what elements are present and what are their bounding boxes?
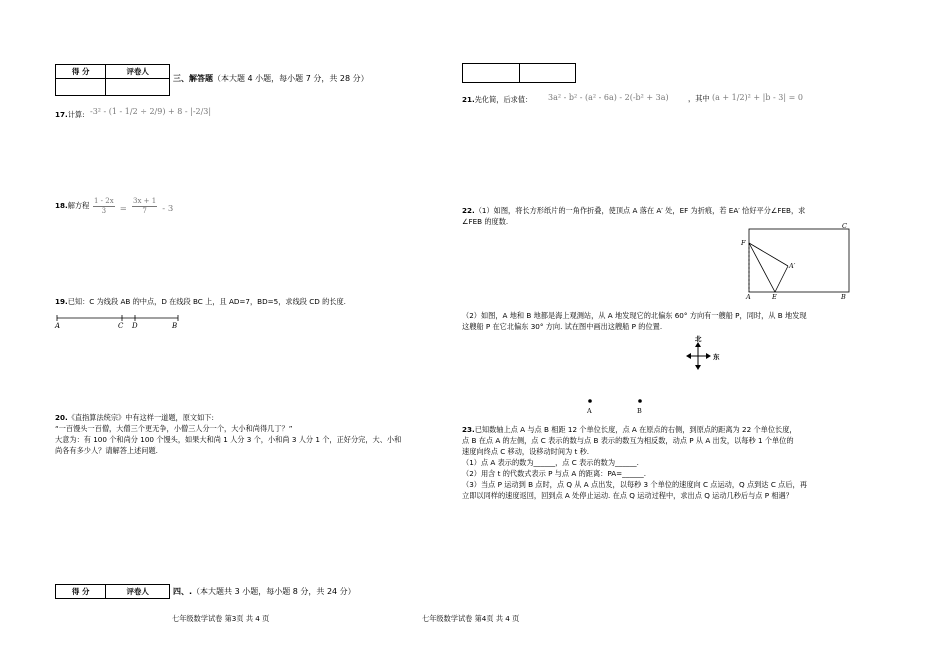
q21-text: 先化简，后求值： bbox=[474, 95, 533, 104]
question-22-part-2 bbox=[462, 310, 807, 332]
south-arrow-icon bbox=[695, 365, 701, 370]
label-c: C bbox=[842, 222, 847, 230]
score-header: 得 分 bbox=[56, 65, 106, 79]
q18-tail: - 3 bbox=[162, 204, 174, 214]
q22-p1-line-1: （1）如图，将长方形纸片的一角作折叠，使顶点 A 落在 A′ 处，EF 为折痕，若 EA′ 恰好平分∠FEB，求 bbox=[474, 206, 806, 215]
q18-fraction-left: $\frac{1 - 2x}{3}$ bbox=[94, 197, 114, 215]
q23-line-3: 速度向终点 C 移动，设移动时间为 t 秒. bbox=[462, 447, 590, 456]
q21-label: 21. bbox=[462, 95, 475, 104]
compass-rose bbox=[685, 334, 725, 370]
q19-label: 19. bbox=[55, 297, 68, 306]
label-a-prime: A′ bbox=[789, 262, 796, 270]
score-header-2: 得 分 bbox=[56, 585, 106, 599]
q21-condition-text: ，其中 bbox=[688, 94, 710, 103]
point-d-label: D bbox=[132, 322, 138, 330]
question-20 bbox=[55, 412, 401, 456]
station-b-dot bbox=[638, 399, 642, 403]
q23-line-6: （3）当点 P 运动到 B 点时，点 Q 从 A 点出发，以每秒 3 个单位的速度向 C 点运动，Q 点到达 C 点后，再 bbox=[462, 480, 807, 489]
section-4-note: （本大题共 3 小题，每小题 8 分，共 24 分） bbox=[192, 587, 356, 596]
score-table-top bbox=[55, 64, 170, 96]
score-table-right bbox=[462, 63, 576, 83]
q21-expression: 3a² - b² - (a² - 6a) - 2(-b² + 3a) bbox=[548, 93, 669, 102]
q20-line-3: 大意为：有 100 个和尚分 100 个馒头，如果大和尚 1 人分 3 个，小和尚 3 人分 1 个，正好分完，大、小和 bbox=[55, 435, 402, 444]
station-a-dot bbox=[588, 399, 592, 403]
section-4-heading bbox=[173, 586, 356, 598]
station-b-label: B bbox=[637, 407, 642, 415]
q19-text: 已知：C 为线段 AB 的中点，D 在线段 BC 上，且 AD=7，BD=5，求线段 CD 的长度. bbox=[67, 297, 346, 306]
q18-equation bbox=[93, 196, 173, 216]
grader-header: 评卷人 bbox=[106, 65, 170, 79]
q17-text: 计算: bbox=[67, 110, 85, 119]
question-17 bbox=[55, 109, 85, 120]
label-a: A bbox=[746, 293, 751, 300]
stations-figure bbox=[582, 396, 652, 416]
east-arrow-icon bbox=[706, 353, 711, 359]
question-21 bbox=[462, 94, 532, 105]
q21-condition: (a + 1/2)² + |b - 3| = 0 bbox=[712, 93, 803, 102]
compass-north-label: 北 bbox=[695, 335, 702, 343]
q20-line-2: “一百馒头一百僧，大僧三个更无争，小僧三人分一个，大小和尚得几丁？” bbox=[55, 424, 293, 433]
q18-equals: = bbox=[119, 204, 127, 214]
q23-line-1: 已知数轴上点 A 与点 B 相距 12 个单位长度，点 A 在原点的右侧，到原点的距离为 22 个单位长度， bbox=[474, 425, 797, 434]
footer-left: 七年级数学试卷 第3页 共 4 页 bbox=[172, 614, 270, 623]
q22-p2-line-1: （2）如图，A 地和 B 地都是海上观测站，从 A 地发现它的北偏东 60° 方向有一艘船 P，同时，从 B 地发现 bbox=[462, 311, 807, 320]
section-3-note: （本大题 4 小题，每小题 7 分，共 28 分） bbox=[213, 74, 369, 83]
q23-line-2: 点 B 在点 A 的左侧，点 C 表示的数与点 B 表示的数互为相反数，动点 P 从 A 出发，以每秒 1 个单位的 bbox=[462, 436, 794, 445]
q17-expression: -3² - (1 - 1/2 ÷ 2/9) + 8 - |-2/3| bbox=[90, 107, 212, 116]
q22-p1-line-2: ∠FEB 的度数. bbox=[462, 217, 509, 226]
q23-line-4: （1）点 A 表示的数为______，点 C 表示的数为______. bbox=[462, 458, 639, 467]
label-f: F bbox=[741, 239, 746, 247]
grader-header-2: 评卷人 bbox=[106, 585, 170, 599]
q20-label: 20. bbox=[55, 413, 68, 422]
section-3-heading bbox=[173, 73, 369, 85]
rectangle-paper bbox=[749, 229, 849, 292]
q18-fraction-right: $\frac{3x + 1}{7}$ bbox=[132, 197, 157, 215]
question-19 bbox=[55, 296, 346, 307]
west-arrow-icon bbox=[686, 353, 691, 359]
q22-label: 22. bbox=[462, 206, 475, 215]
q23-label: 23. bbox=[462, 425, 475, 434]
segment-ea-prime bbox=[775, 266, 788, 292]
q22-fold-figure bbox=[738, 222, 858, 300]
point-a-label: A bbox=[55, 322, 61, 330]
q17-label: 17. bbox=[55, 110, 68, 119]
section-3-number: 三、解答题 bbox=[173, 74, 213, 83]
q23-line-5: （2）用含 t 的代数式表示 P 与点 A 的距离：PA=______. bbox=[462, 469, 647, 478]
station-a-label: A bbox=[587, 407, 592, 415]
score-table-bottom bbox=[55, 584, 170, 599]
q22-p2-line-2: 这艘船 P 在它北偏东 30° 方向. 试在图中画出这艘船 P 的位置. bbox=[462, 322, 663, 331]
q23-line-7: 立即以同样的速度返回，回到点 A 处停止运动. 在点 Q 运动过程中，求出点 Q 运动几秒后与点 P 相遇？ bbox=[462, 491, 793, 500]
q18-text: 解方程 bbox=[67, 201, 90, 210]
label-b: B bbox=[841, 293, 846, 300]
point-c-label: C bbox=[118, 322, 124, 330]
q18-label: 18. bbox=[55, 201, 68, 210]
question-23 bbox=[462, 424, 807, 501]
section-4-number: 四、. bbox=[173, 587, 193, 596]
q19-segment-figure bbox=[52, 310, 192, 332]
label-e: E bbox=[772, 293, 777, 300]
point-b-label: B bbox=[172, 322, 178, 330]
question-18 bbox=[55, 200, 89, 211]
q20-line-4: 尚各有多少人？请解答上述问题. bbox=[55, 446, 158, 455]
q20-line-1: 《直指算法统宗》中有这样一道题，原文如下: bbox=[67, 413, 214, 422]
footer-right: 七年级数学试卷 第4页 共 4 页 bbox=[422, 614, 520, 623]
compass-east-label: 东 bbox=[713, 353, 720, 361]
